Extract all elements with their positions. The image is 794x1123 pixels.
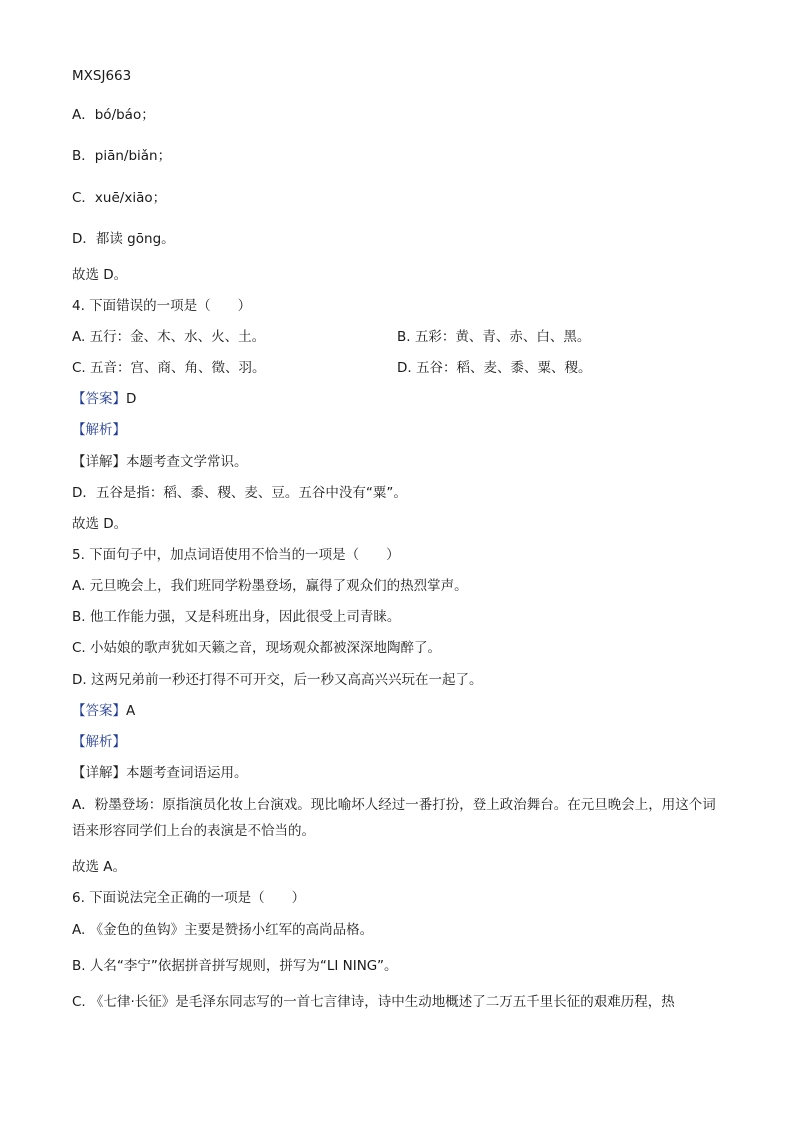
q6-option-b: B. 人名“李宁”依据拼音拼写规则，拼写为“LI NING”。 bbox=[72, 958, 398, 974]
q4-option-c: C. 五音：宫、商、角、徵、羽。 bbox=[72, 360, 266, 376]
detail-tag: 【详解】 bbox=[72, 765, 126, 781]
q3-explain-d: D．都读 gōng。 bbox=[72, 231, 175, 247]
q5-option-b: B. 他工作能力强，又是科班出身，因此很受上司青睐。 bbox=[72, 609, 401, 625]
header-code: MXSJ663 bbox=[72, 68, 132, 84]
detail-text: 本题考查文学常识。 bbox=[126, 454, 248, 470]
q3-conclusion: 故选 D。 bbox=[72, 267, 128, 283]
q5-option-a: A. 元旦晚会上，我们班同学粉墨登场，赢得了观众们的热烈掌声。 bbox=[72, 578, 468, 594]
q6-stem: 6. 下面说法完全正确的一项是（ ） bbox=[72, 890, 306, 906]
q5-option-c: C. 小姑娘的歌声犹如天籁之音，现场观众都被深深地陶醉了。 bbox=[72, 640, 442, 656]
q4-answer bbox=[72, 390, 136, 408]
q4-option-b: B. 五彩：黄、青、赤、白、黑。 bbox=[397, 329, 591, 345]
detail-text: 本题考查词语运用。 bbox=[126, 765, 248, 781]
q3-explain-c: C．xuē/xiāo； bbox=[72, 190, 167, 206]
q5-analysis-tag: 【解析】 bbox=[72, 734, 126, 750]
answer-tag: 【答案】 bbox=[72, 391, 126, 407]
answer-value: A bbox=[126, 703, 136, 719]
q4-option-a: A. 五行：金、木、水、火、土。 bbox=[72, 329, 266, 345]
q3-explain-a: A．bó/báo； bbox=[72, 107, 155, 123]
q4-conclusion: 故选 D。 bbox=[72, 516, 128, 532]
q5-answer bbox=[72, 702, 135, 720]
detail-tag: 【详解】 bbox=[72, 454, 126, 470]
q3-explain-b: B．piān/biǎn； bbox=[72, 148, 172, 164]
answer-value: D bbox=[126, 391, 137, 407]
q4-stem: 4. 下面错误的一项是（ ） bbox=[72, 298, 252, 314]
q4-detail bbox=[72, 453, 248, 471]
q4-analysis-tag: 【解析】 bbox=[72, 422, 126, 438]
q5-explain: A．粉墨登场：原指演员化妆上台演戏。现比喻坏人经过一番打扮，登上政治舞台。在元旦晚会上，用这个词语来形容同学们上台的表演是不恰当的。 bbox=[72, 797, 716, 839]
q5-stem: 5. 下面句子中，加点词语使用不恰当的一项是（ ） bbox=[72, 547, 400, 563]
q4-explain: D．五谷是指：稻、黍、稷、麦、豆。五谷中没有“粟”。 bbox=[72, 485, 407, 501]
q4-option-d: D. 五谷：稻、麦、黍、粟、稷。 bbox=[397, 360, 592, 376]
q5-option-d: D. 这两兄弟前一秒还打得不可开交，后一秒又高高兴兴玩在一起了。 bbox=[72, 672, 483, 688]
q5-conclusion: 故选 A。 bbox=[72, 859, 127, 875]
q5-detail bbox=[72, 764, 248, 782]
q6-option-c: C. 《七律·长征》是毛泽东同志写的一首七言律诗，诗中生动地概述了二万五千里长征的艰难历程，热 bbox=[72, 994, 675, 1010]
answer-tag: 【答案】 bbox=[72, 703, 126, 719]
q6-option-a: A. 《金色的鱼钩》主要是赞扬小红军的高尚品格。 bbox=[72, 922, 374, 938]
